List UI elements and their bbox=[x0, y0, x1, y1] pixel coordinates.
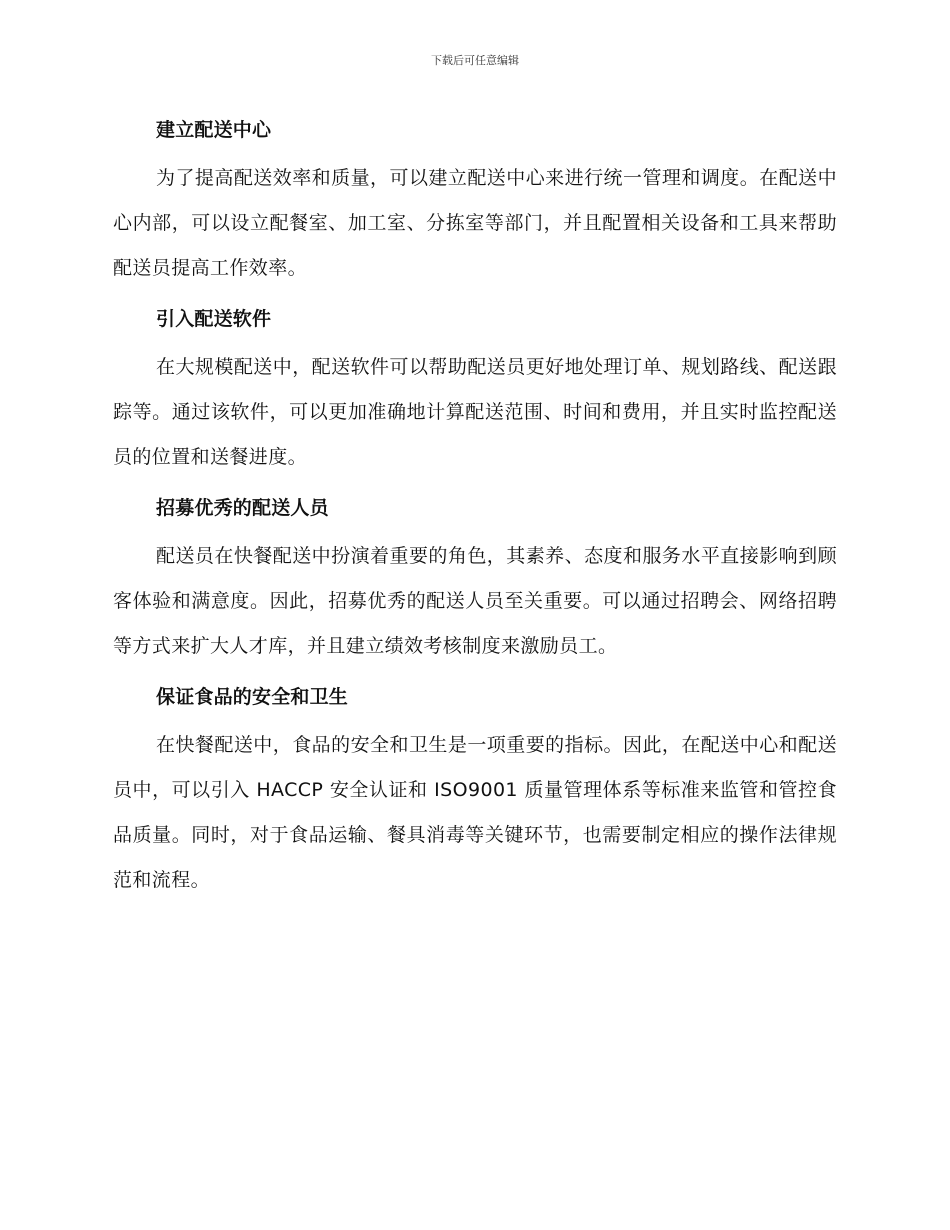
header-note: 下载后可任意编辑 bbox=[431, 54, 519, 67]
section-paragraph: 在快餐配送中，食品的安全和卫生是一项重要的指标。因此，在配送中心和配送员中，可以引入 HACCP 安全认证和 ISO9001 质量管理体系等标准来监管和管控食品质量。同时，对于食品运输、餐具消毒等关键环节，也需要制定相应的操作法律规范和流程。 bbox=[113, 734, 837, 891]
section-paragraph: 配送员在快餐配送中扮演着重要的角色，其素养、态度和服务水平直接影响到顾客体验和满意度。因此，招募优秀的配送人员至关重要。可以通过招聘会、网络招聘等方式来扩大人才库，并且建立绩效考核制度来激励员工。 bbox=[113, 545, 837, 657]
section-title: 建立配送中心 bbox=[156, 119, 272, 141]
section-recruit-staff bbox=[113, 488, 837, 669]
section-distribution-center bbox=[113, 110, 837, 291]
section-title: 招募优秀的配送人员 bbox=[156, 497, 329, 519]
section-delivery-software bbox=[113, 299, 837, 480]
section-paragraph: 在大规模配送中，配送软件可以帮助配送员更好地处理订单、规划路线、配送跟踪等。通过该软件，可以更加准确地计算配送范围、时间和费用，并且实时监控配送员的位置和送餐进度。 bbox=[113, 356, 837, 468]
section-title: 引入配送软件 bbox=[156, 308, 272, 330]
section-food-safety bbox=[113, 677, 837, 903]
document-content bbox=[113, 110, 837, 911]
section-title: 保证食品的安全和卫生 bbox=[156, 686, 349, 708]
section-paragraph: 为了提高配送效率和质量，可以建立配送中心来进行统一管理和调度。在配送中心内部，可以设立配餐室、加工室、分拣室等部门，并且配置相关设备和工具来帮助配送员提高工作效率。 bbox=[113, 167, 837, 279]
